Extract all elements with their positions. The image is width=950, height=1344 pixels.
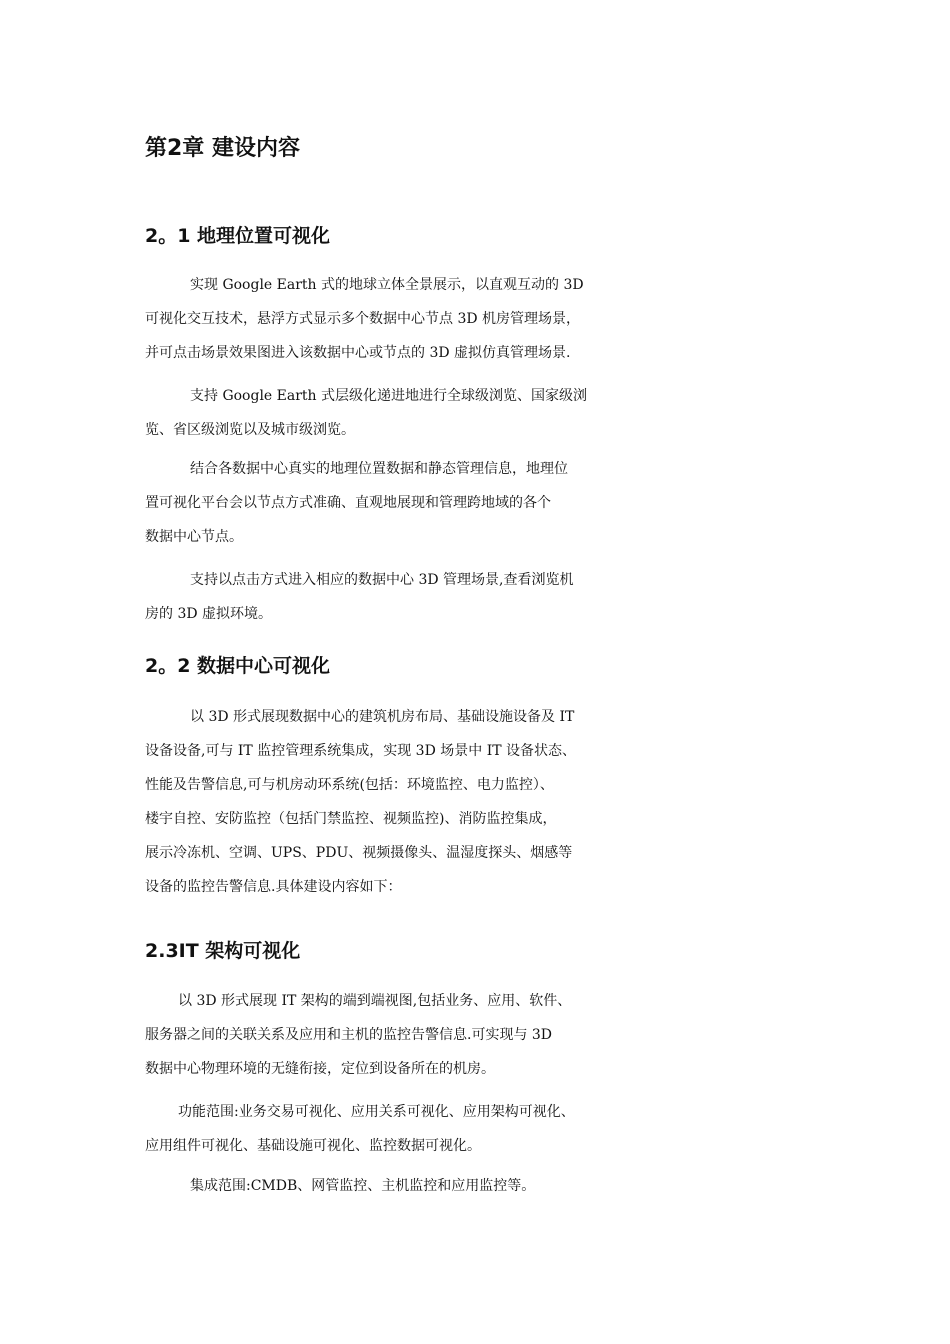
paragraph [145,700,845,904]
text-line: 以 3D 形式展现数据中心的建筑机房布局、基础设施设备及 IT [190,709,575,725]
text-line: 楼宇自控、安防监控（包括门禁监控、视频监控)、消防监控集成， [145,811,557,827]
text-line: 览、省区级浏览以及城市级浏览。 [145,422,355,438]
text-line: 置可视化平台会以节点方式准确、直观地展现和管理跨地域的各个 [145,495,551,511]
text-line: 服务器之间的关联关系及应用和主机的监控告警信息.可实现与 3D [145,1027,553,1043]
text-line: 数据中心物理环境的无缝衔接，定位到设备所在的机房。 [145,1061,495,1077]
chapter-title: 第2章 建设内容 [145,136,300,161]
text-line: 数据中心节点。 [145,529,243,545]
text-line: 支持 Google Earth 式层级化递进地进行全球级浏览、国家级浏 [190,388,588,404]
paragraph [145,563,845,631]
text-line: 房的 3D 虚拟环境。 [145,606,273,622]
text-line: 性能及告警信息,可与机房动环系统(包括：环境监控、电力监控）、 [145,777,554,793]
paragraph [145,379,845,447]
text-line: 应用组件可视化、基础设施可视化、监控数据可视化。 [145,1138,481,1154]
text-line: 以 3D 形式展现 IT 架构的端到端视图,包括业务、应用、软件、 [178,993,572,1009]
paragraph [145,984,845,1086]
paragraph [145,1169,845,1203]
text-line: 展示冷冻机、空调、UPS、PDU、视频摄像头、温湿度探头、烟感等 [145,845,573,861]
paragraph [145,268,845,370]
text-line: 支持以点击方式进入相应的数据中心 3D 管理场景,查看浏览机 [190,572,574,588]
text-line: 集成范围:CMDB、网管监控、主机监控和应用监控等。 [190,1178,536,1194]
text-line: 结合各数据中心真实的地理位置数据和静态管理信息，地理位 [190,461,568,477]
text-line: 可视化交互技术，悬浮方式显示多个数据中心节点 3D 机房管理场景， [145,311,581,327]
section-heading-2-1: 2。1 地理位置可视化 [145,225,331,247]
text-line: 实现 Google Earth 式的地球立体全景展示，以直观互动的 3D [190,277,584,293]
section-heading-2-2: 2。2 数据中心可视化 [145,655,331,677]
paragraph [145,452,845,554]
text-line: 并可点击场景效果图进入该数据中心或节点的 3D 虚拟仿真管理场景. [145,345,571,361]
text-line: 设备的监控告警信息.具体建设内容如下： [145,879,402,895]
text-line: 设备设备,可与 IT 监控管理系统集成，实现 3D 场景中 IT 设备状态、 [145,743,577,759]
paragraph [145,1095,845,1163]
section-heading-2-3: 2.3IT 架构可视化 [145,940,301,962]
text-line: 功能范围:业务交易可视化、应用关系可视化、应用架构可视化、 [178,1104,575,1120]
